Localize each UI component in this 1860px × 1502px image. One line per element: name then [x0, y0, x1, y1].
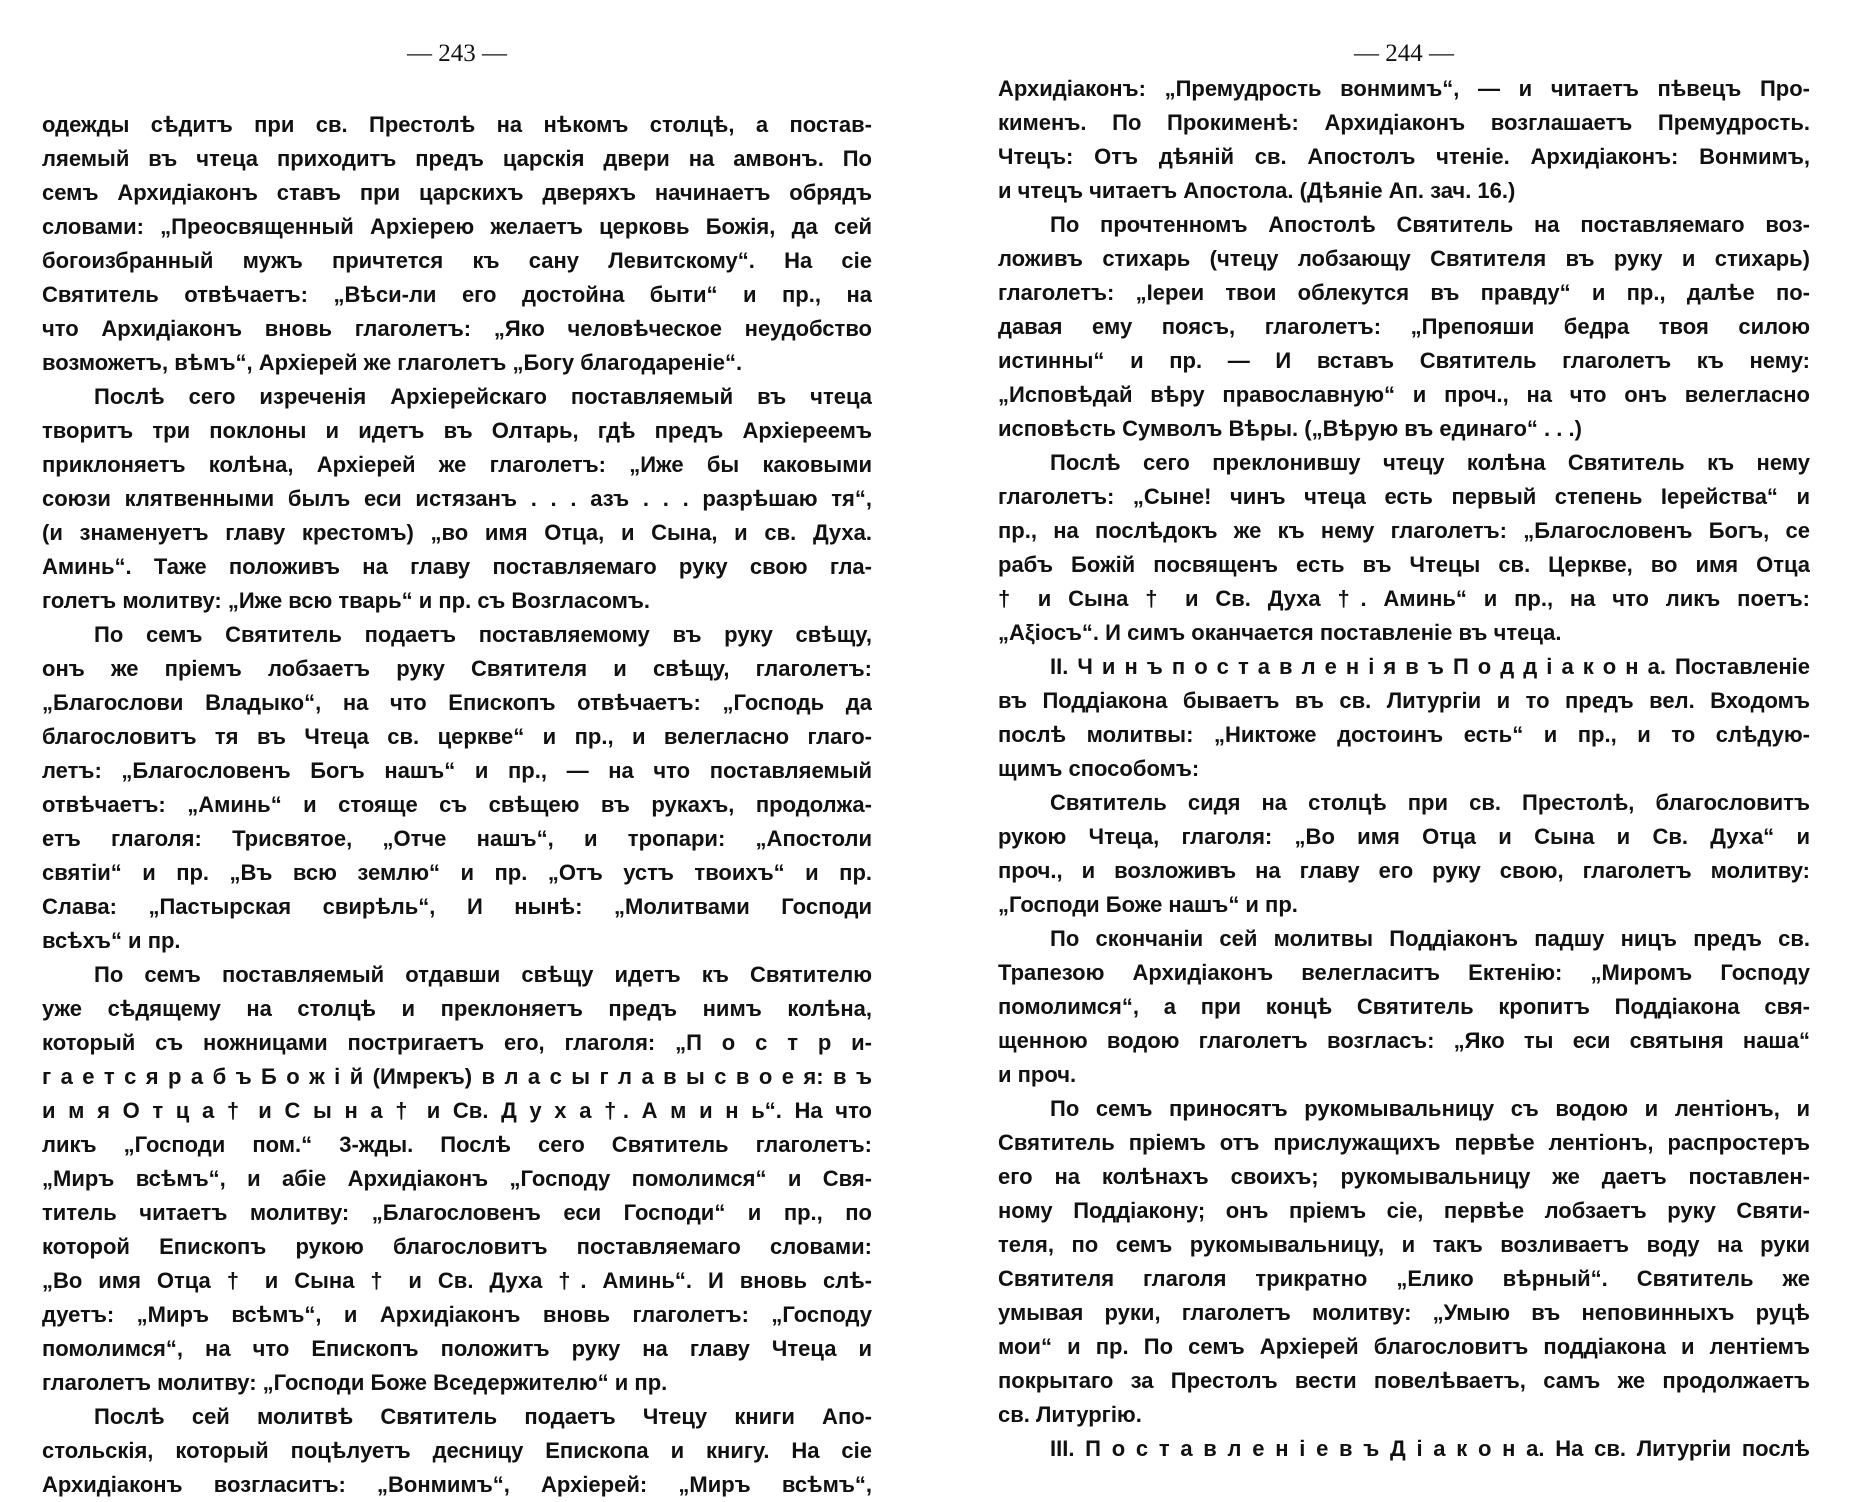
- text-line: По семъ приносятъ рукомывальницу съ водою и лентіонъ, и: [1050, 1096, 1810, 1121]
- text-line: истинны“ и пр. — И вставъ Святитель глаголетъ къ нему:: [998, 348, 1810, 373]
- text-line: ликъ „Господи пом.“ 3-жды. Послѣ сего Святитель глаголетъ:: [42, 1132, 872, 1157]
- text-line: Послѣ сего преклонившу чтецу колѣна Святитель къ нему: [1050, 450, 1810, 475]
- text-line: послѣ молитвы: „Никтоже достоинъ есть“ и пр., и то слѣдую-: [998, 722, 1810, 747]
- text-line: Трапезою Архидіаконъ велегласитъ Ектенію: „Миромъ Господу: [998, 960, 1810, 985]
- text-line: и проч.: [998, 1062, 1077, 1087]
- text-line: щимъ способомъ:: [998, 756, 1200, 781]
- text-line: и м я О т ц а † и С ы н а † и Св. Д у х а †. А м и н ь“. На что: [42, 1098, 872, 1123]
- text-line: одежды сѣдитъ при св. Престолѣ на нѣкомъ столцѣ, а постав-: [42, 112, 872, 137]
- text-line: Архидіаконъ возгласитъ: „Вонмимъ“, Архіерей: „Миръ всѣмъ“,: [42, 1472, 872, 1497]
- text-line: „Аξіосъ“. И симъ оканчается поставленіе въ чтеца.: [998, 620, 1562, 645]
- text-line: „Во имя Отца † и Сына † и Св. Духа †. Аминь“. И вновь слѣ-: [42, 1268, 872, 1293]
- text-line: онъ же пріемъ лобзаетъ руку Святителя и свѣщу, глаголетъ:: [42, 656, 872, 681]
- text-line: возможетъ, вѣмъ“, Архіерей же глаголетъ „Богу благодареніе“.: [42, 350, 743, 375]
- text-line: „Миръ всѣмъ“, и абіе Архидіаконъ „Господу помолимся“ и Свя-: [42, 1166, 872, 1191]
- text-line: мои“ и пр. По семъ Архіерей благословитъ поддіакона и лентіемъ: [998, 1334, 1810, 1359]
- text-line: етъ глаголя: Трисвятое, „Отче нашъ“, и тропари: „Апостоли: [42, 826, 872, 851]
- text-line: Слава: „Пастырская свирѣль“, И нынѣ: „Молитвами Господи: [42, 894, 872, 919]
- text-line: что Архидіаконъ вновь глаголетъ: „Яко человѣческое неудобство: [42, 316, 872, 341]
- text-line: † и Сына † и Св. Духа †. Аминь“ и пр., на что ликъ поетъ:: [998, 586, 1810, 611]
- text-line: союзи клятвенными былъ еси истязанъ . . . азъ . . . разрѣшаю тя“,: [42, 486, 872, 511]
- page-244: [998, 0, 1810, 1500]
- text-line: проч., и возложивъ на главу его руку свою, глаголетъ молитву:: [998, 858, 1810, 883]
- text-line: Святитель пріемъ отъ прислужащихъ первѣе лентіонъ, распростеръ: [998, 1130, 1810, 1155]
- page-243: [42, 0, 872, 1500]
- page-number: — 243 —: [407, 40, 507, 67]
- text-line: рукою Чтеца, глаголя: „Во имя Отца и Сына и Св. Духа“ и: [998, 824, 1810, 849]
- text-line: умывая руки, глаголетъ молитву: „Умыю въ неповинныхъ руцѣ: [998, 1300, 1810, 1325]
- text-line: глаголетъ: „Іереи твои облекутся въ правду“ и пр., далѣе по-: [998, 280, 1810, 305]
- text-line: стольскія, который поцѣлуетъ десницу Епископа и книгу. На сіе: [42, 1438, 872, 1463]
- text-line: II. Ч и н ъ п о с т а в л е н і я в ъ П о д д і а к о н а. Поставленіе: [1050, 654, 1810, 679]
- text-line: кименъ. По Прокименѣ: Архидіаконъ возглашаетъ Премудрость.: [998, 110, 1810, 135]
- text-line: Архидіаконъ: „Премудрость вонмимъ“, — и читаетъ пѣвецъ Про-: [998, 76, 1810, 101]
- text-line: ложивъ стихарь (чтецу лобзающу Святителя въ руку и стихарь): [998, 246, 1810, 271]
- text-line: пр., на послѣдокъ же къ нему глаголетъ: „Благословенъ Богъ, се: [998, 518, 1810, 543]
- text-line: По скончаніи сей молитвы Поддіаконъ падшу ницъ предъ св.: [1050, 926, 1810, 951]
- text-line: „Благослови Владыко“, на что Епископъ отвѣчаетъ: „Господь да: [42, 690, 872, 715]
- text-line: который съ ножницами постригаетъ его, глаголя: „П о с т р и-: [42, 1030, 872, 1055]
- text-line: ляемый въ чтеца приходитъ предъ царскія двери на амвонъ. По: [42, 146, 872, 171]
- text-line: Святитель отвѣчаетъ: „Вѣси-ли его достойна быти“ и пр., на: [42, 282, 872, 307]
- text-line: словами: „Преосвященный Архіерею желаетъ церковь Божія, да сей: [42, 214, 872, 239]
- text-line: помолимся“, а при концѣ Святитель кропитъ Поддіакона свя-: [998, 994, 1810, 1019]
- text-line: въ Поддіакона бываетъ въ св. Литургіи и то предъ вел. Входомъ: [998, 688, 1810, 713]
- text-line: исповѣсть Сумволъ Вѣры. („Вѣрую въ единаго“ . . .): [998, 416, 1582, 441]
- text-line: творитъ три поклоны и идетъ въ Олтарь, гдѣ предъ Архіереемъ: [42, 418, 872, 443]
- text-line: летъ: „Благословенъ Богъ нашъ“ и пр., — на что поставляемый: [42, 758, 872, 783]
- text-line: ному Поддіакону; онъ пріемъ сіе, первѣе лобзаетъ руку Святи-: [998, 1198, 1810, 1223]
- text-line: рабъ Божій посвященъ есть въ Чтецы св. Церкве, во имя Отца: [998, 552, 1810, 577]
- text-line: дуетъ: „Миръ всѣмъ“, и Архидіаконъ вновь глаголетъ: „Господу: [42, 1302, 872, 1327]
- text-line: глаголетъ молитву: „Господи Боже Вседержителю“ и пр.: [42, 1370, 668, 1395]
- text-line: (и знаменуетъ главу крестомъ) „во имя Отца, и Сына, и св. Духа.: [42, 520, 872, 545]
- text-line: По прочтенномъ Апостолѣ Святитель на поставляемаго воз-: [1050, 212, 1810, 237]
- text-line: и чтецъ читаетъ Апостола. (Дѣяніе Ап. зач. 16.): [998, 178, 1516, 203]
- text-line: „Исповѣдай вѣру православную“ и проч., на что онъ велегласно: [998, 382, 1810, 407]
- text-line: покрытаго за Престолъ вести повелѣваетъ, самъ же продолжаетъ: [998, 1368, 1810, 1393]
- text-line: уже сѣдящему на столцѣ и преклоняетъ предъ нимъ колѣна,: [42, 996, 872, 1021]
- text-line: Святитель сидя на столцѣ при св. Престолѣ, благословитъ: [1050, 790, 1810, 815]
- text-line: которой Епископъ рукою благословитъ поставляемаго словами:: [42, 1234, 872, 1259]
- text-line: Послѣ сего изреченія Архіерейскаго поставляемый въ чтеца: [94, 384, 872, 409]
- text-line: богоизбранный мужъ причтется къ сану Левитскому“. На сіе: [42, 248, 872, 273]
- text-line: всѣхъ“ и пр.: [42, 928, 181, 953]
- text-line: благословитъ тя въ Чтеца св. церкве“ и пр., и велегласно глаго-: [42, 724, 872, 749]
- text-line: Аминь“. Таже положивъ на главу поставляемаго руку свою гла-: [42, 554, 872, 579]
- text-line: глаголетъ: „Сыне! чинъ чтеца есть первый степень Іерейства“ и: [998, 484, 1810, 509]
- text-line: г а е т с я р а б ъ Б о ж і й (Имрекъ) в л а с ы г л а в ы с в о е я: в ъ: [42, 1064, 872, 1089]
- page-text: [42, 108, 872, 1502]
- text-line: По семъ поставляемый отдавши свѣщу идетъ къ Святителю: [94, 962, 872, 987]
- page-number: — 244 —: [1354, 40, 1454, 67]
- text-line: его на колѣнахъ своихъ; рукомывальницу же даетъ поставлен-: [998, 1164, 1810, 1189]
- text-line: III. П о с т а в л е н і е в ъ Д і а к о н а. На св. Литургіи послѣ: [1050, 1436, 1810, 1461]
- text-line: Чтецъ: Отъ дѣяній св. Апостолъ чтеніе. Архидіаконъ: Вонмимъ,: [998, 144, 1810, 169]
- text-line: титель читаетъ молитву: „Благословенъ еси Господи“ и пр., по: [42, 1200, 872, 1225]
- text-line: отвѣчаетъ: „Аминь“ и стояще съ свѣщею въ рукахъ, продолжа-: [42, 792, 872, 817]
- text-line: семъ Архидіаконъ ставъ при царскихъ дверяхъ начинаетъ обрядъ: [42, 180, 872, 205]
- text-line: св. Литургію.: [998, 1402, 1142, 1427]
- text-line: святіи“ и пр. „Въ всю землю“ и пр. „Отъ устъ твоихъ“ и пр.: [42, 860, 872, 885]
- text-line: Послѣ сей молитвѣ Святитель подаетъ Чтецу книги Апо-: [94, 1404, 872, 1429]
- text-line: По семъ Святитель подаетъ поставляемому въ руку свѣщу,: [94, 622, 872, 647]
- text-line: давая ему поясъ, глаголетъ: „Препояши бедра твоя силою: [998, 314, 1810, 339]
- page-text: [998, 72, 1810, 1466]
- text-line: „Господи Боже нашъ“ и пр.: [998, 892, 1298, 917]
- text-line: теля, по семъ рукомывальницу, и такъ возливаетъ воду на руки: [998, 1232, 1810, 1257]
- text-line: помолимся“, на что Епископъ положитъ руку на главу Чтеца и: [42, 1336, 872, 1361]
- text-line: Святителя глаголя трикратно „Елико вѣрный“. Святитель же: [998, 1266, 1810, 1291]
- text-line: голетъ молитву: „Иже всю тварь“ и пр. съ Возгласомъ.: [42, 588, 651, 613]
- text-line: приклоняетъ колѣна, Архіерей же глаголетъ: „Иже бы каковыми: [42, 452, 872, 477]
- text-line: щенною водою глаголетъ возгласъ: „Яко ты еси святыня наша“: [998, 1028, 1810, 1053]
